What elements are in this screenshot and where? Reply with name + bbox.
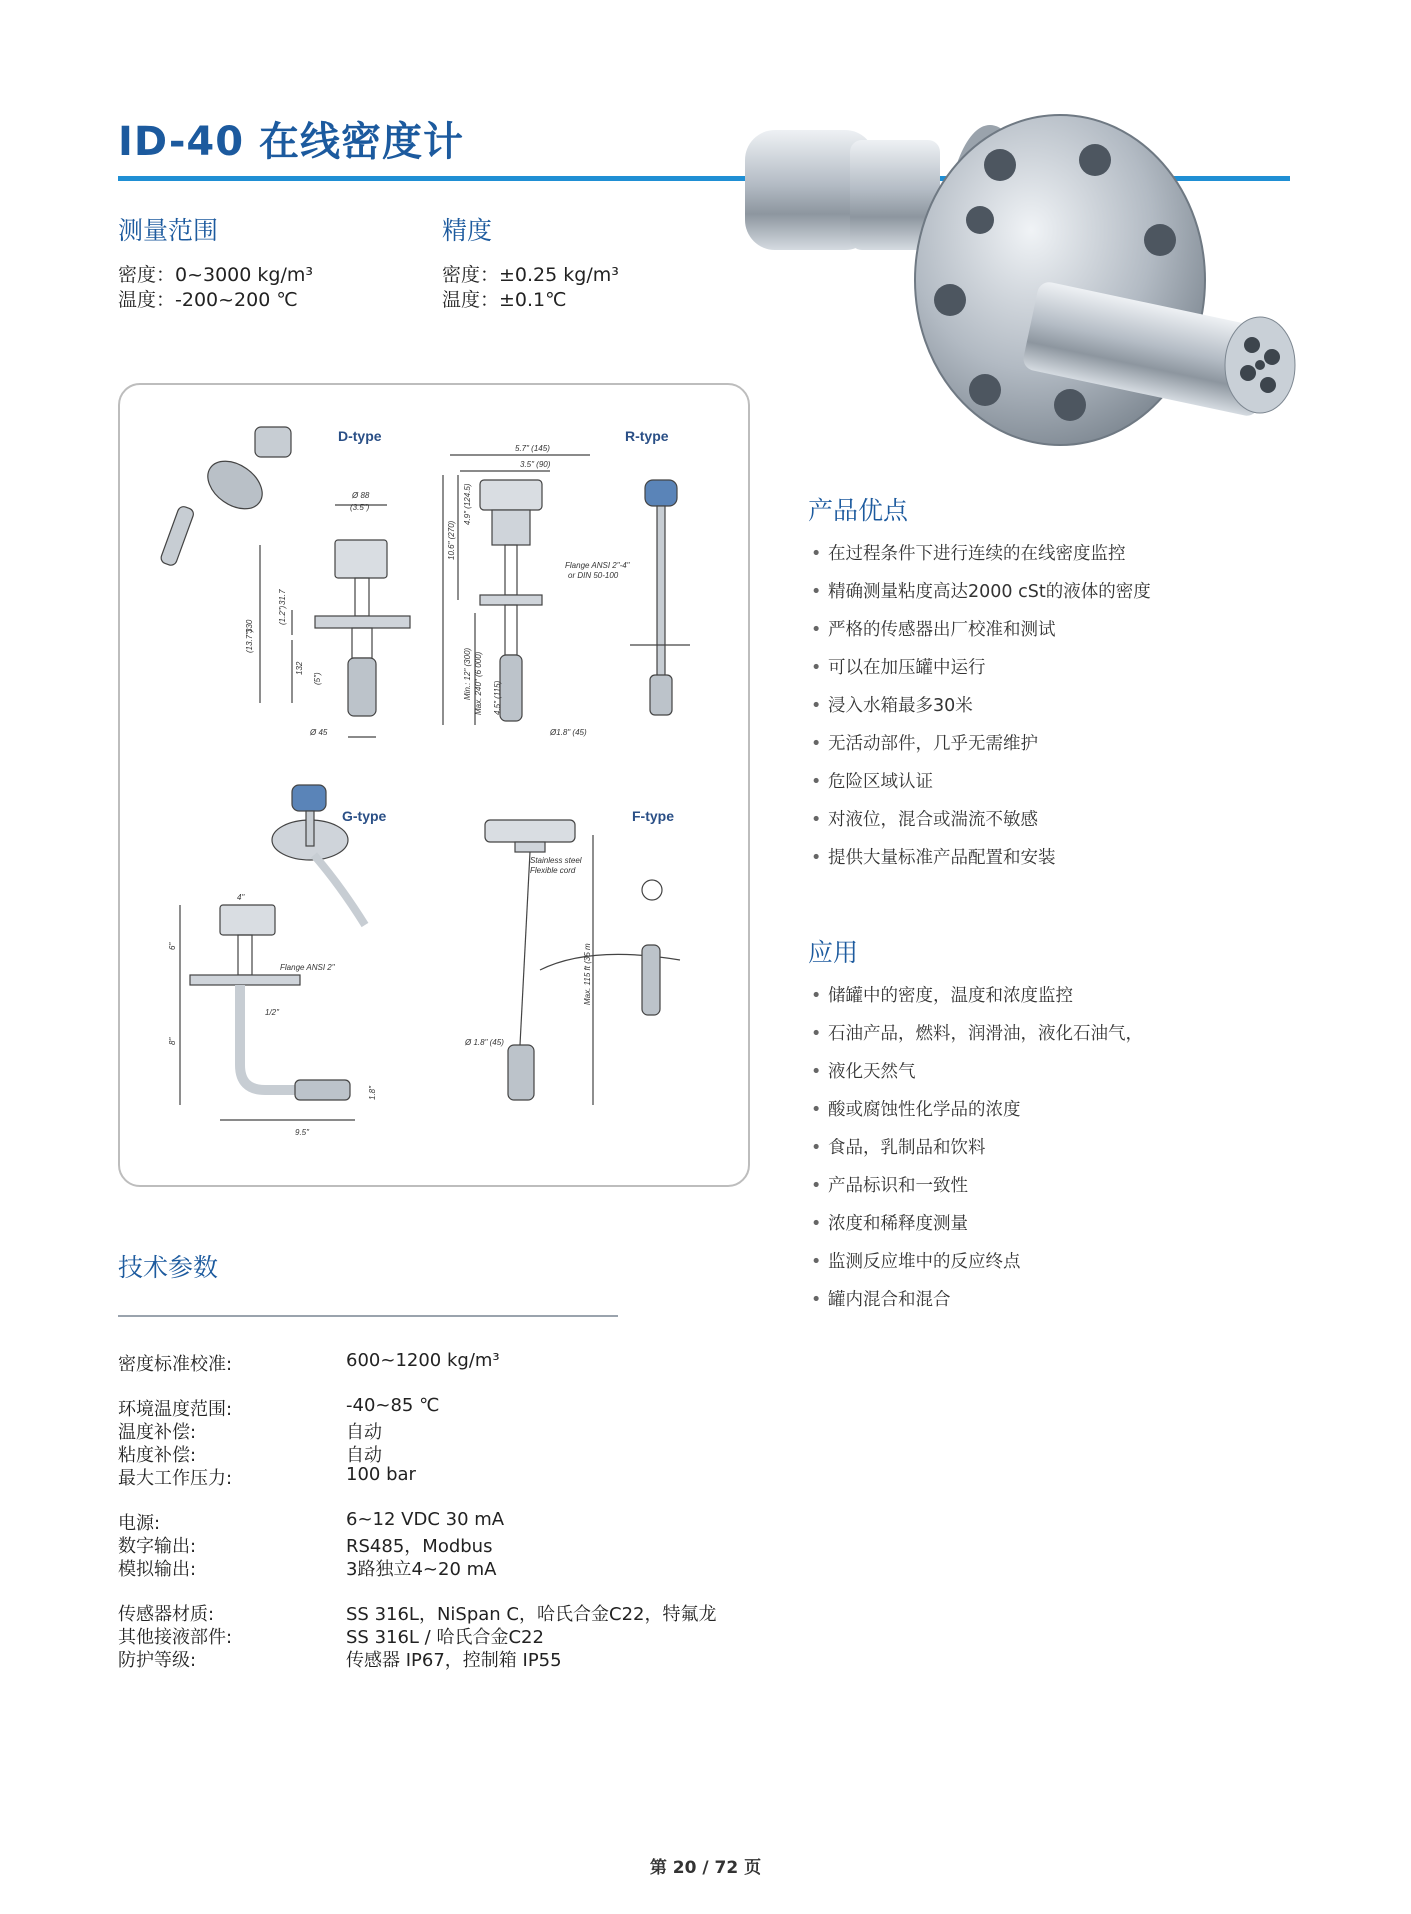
list-item: • 石油产品，燃料，润滑油，液化石油气， bbox=[811, 1024, 1143, 1044]
page-title: ID-40 在线密度计 bbox=[118, 119, 465, 165]
g-dim-5: 1.8" bbox=[368, 1086, 377, 1100]
f-dim-1: Flexible cord bbox=[530, 866, 576, 875]
list-item: • 危险区域认证 bbox=[811, 772, 933, 792]
r-dim-3: 10.6" (270) bbox=[447, 520, 456, 560]
list-item: • 液化天然气 bbox=[811, 1062, 916, 1082]
r-type-photo bbox=[630, 480, 690, 715]
g-type-label: G-type bbox=[342, 808, 387, 824]
d-type-photo bbox=[159, 427, 291, 567]
list-item: • 无活动部件，几乎无需维护 bbox=[811, 734, 1038, 754]
list-item: • 储罐中的密度，温度和浓度监控 bbox=[811, 986, 1073, 1006]
tech-divider bbox=[118, 1315, 618, 1317]
param-row: 最大工作压力: 100 bar bbox=[118, 1464, 416, 1489]
advantages-list bbox=[808, 535, 1151, 877]
param-row: 数字输出: RS485，Modbus bbox=[118, 1536, 493, 1557]
list-item: • 提供大量标准产品配置和安装 bbox=[811, 848, 1056, 868]
list-item: • 精确测量粘度高达2000 cSt的液体的密度 bbox=[811, 582, 1151, 602]
d-dim-3: (13.7") bbox=[245, 629, 254, 653]
f-dim-3: Ø 1.8" (45) bbox=[465, 1038, 504, 1047]
r-dim-9: Ø1.8" (45) bbox=[550, 728, 587, 737]
applications-list bbox=[808, 977, 1143, 1319]
g-dim-3: 1/2" bbox=[265, 1008, 279, 1017]
accuracy-heading: 精度 bbox=[442, 216, 493, 245]
list-item: • 罐内混合和混合 bbox=[811, 1290, 951, 1310]
tech-heading: 技术参数 bbox=[118, 1253, 219, 1282]
param-row: 密度标准校准: 600~1200 kg/m³ bbox=[118, 1350, 500, 1375]
param-row: 模拟输出: 3路独立4~20 mA bbox=[118, 1559, 497, 1580]
list-item: • 严格的传感器出厂校准和测试 bbox=[811, 620, 1056, 640]
f-type-label: F-type bbox=[632, 808, 674, 824]
advantages-heading: 产品优点 bbox=[808, 496, 909, 525]
param-row: 粘度补偿: 自动 bbox=[118, 1445, 382, 1466]
d-type-label: D-type bbox=[338, 428, 382, 444]
r-dim-8: 4.5" (115) bbox=[493, 680, 502, 715]
param-row: 传感器材质: SS 316L，NiSpan C，哈氏合金C22，特氟龙 bbox=[118, 1604, 717, 1625]
list-item: • 在过程条件下进行连续的在线密度监控 bbox=[811, 544, 1126, 564]
param-row: 温度补偿: 自动 bbox=[118, 1422, 382, 1443]
list-item: • 浸入水箱最多30米 bbox=[811, 696, 973, 716]
d-dim-1: (3.5") bbox=[350, 503, 370, 512]
range-temperature: 温度：-200~200 ℃ bbox=[118, 289, 298, 311]
accuracy-density: 密度：±0.25 kg/m³ bbox=[442, 264, 619, 286]
g-dim-2: Flange ANSI 2" bbox=[280, 963, 335, 972]
g-dim-1: 6" bbox=[168, 942, 177, 950]
d-dim-5: (1.2") bbox=[278, 605, 287, 625]
r-dim-2: 4.9" (124.5) bbox=[463, 483, 472, 525]
list-item: • 浓度和稀释度测量 bbox=[811, 1214, 968, 1234]
d-dim-6: 132 bbox=[295, 661, 304, 675]
list-item: • 监测反应堆中的反应终点 bbox=[811, 1252, 1021, 1272]
param-row: 电源: 6~12 VDC 30 mA bbox=[118, 1509, 505, 1534]
f-type-photo bbox=[540, 880, 680, 1015]
list-item: • 食品，乳制品和饮料 bbox=[811, 1138, 986, 1158]
list-item: • 对液位，混合或湍流不敏感 bbox=[811, 810, 1038, 830]
g-type-photo bbox=[272, 785, 365, 925]
product-photo bbox=[740, 105, 1300, 455]
list-item: • 产品标识和一致性 bbox=[811, 1176, 968, 1196]
r-dim-6: Min.: 12" (300) bbox=[463, 647, 472, 700]
d-dim-2: 330 bbox=[245, 619, 254, 633]
r-type-label: R-type bbox=[625, 428, 669, 444]
accuracy-temperature: 温度：±0.1℃ bbox=[442, 289, 567, 311]
g-dim-0: 4" bbox=[237, 893, 245, 902]
range-heading: 测量范围 bbox=[118, 216, 219, 245]
dimension-diagram-panel bbox=[118, 383, 750, 1187]
d-dim-0: Ø 88 bbox=[352, 491, 370, 500]
param-row: 防护等级: 传感器 IP67，控制箱 IP55 bbox=[118, 1650, 562, 1671]
r-dim-7: Max. 240" (6 000) bbox=[474, 651, 483, 715]
r-dim-5: or DIN 50-100 bbox=[568, 571, 619, 580]
r-dim-1: 3.5" (90) bbox=[520, 460, 551, 469]
g-dim-6: 9.5" bbox=[295, 1128, 309, 1137]
list-item: • 酸或腐蚀性化学品的浓度 bbox=[811, 1100, 1021, 1120]
list-item: • 可以在加压罐中运行 bbox=[811, 658, 986, 678]
range-density: 密度：0~3000 kg/m³ bbox=[118, 264, 313, 286]
r-dim-4: Flange ANSI 2"-4" bbox=[565, 561, 630, 570]
d-dim-8: Ø 45 bbox=[310, 728, 328, 737]
param-row: 环境温度范围: -40~85 ℃ bbox=[118, 1395, 440, 1420]
r-dim-0: 5.7" (145) bbox=[515, 444, 550, 453]
d-dim-4: 31.7 bbox=[278, 589, 287, 605]
dimension-drawings bbox=[120, 385, 752, 1189]
f-dim-0: Stainless steel bbox=[530, 856, 582, 865]
param-row: 其他接液部件: SS 316L / 哈氏合金C22 bbox=[118, 1627, 544, 1648]
applications-heading: 应用 bbox=[808, 938, 859, 967]
tech-params bbox=[118, 1350, 818, 1669]
g-dim-4: 8" bbox=[168, 1037, 177, 1045]
f-dim-2: Max. 115 ft (35 m bbox=[583, 943, 592, 1005]
d-dim-7: (5") bbox=[313, 672, 322, 685]
page-number: 第 20 / 72 页 bbox=[649, 1858, 762, 1878]
